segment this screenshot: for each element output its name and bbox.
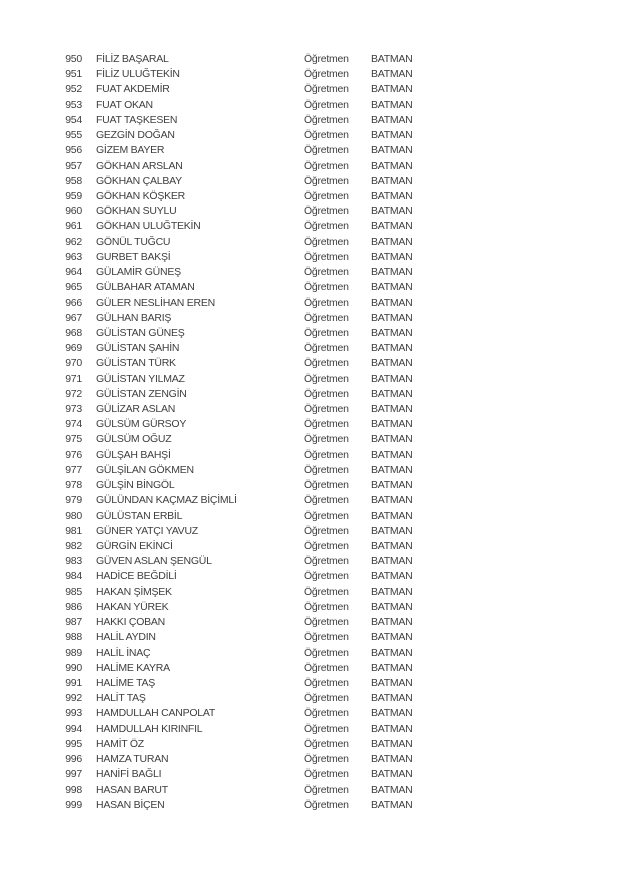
row-province: BATMAN — [371, 311, 413, 324]
row-title: Öğretmen — [304, 585, 349, 598]
row-number: 997 — [65, 768, 82, 781]
row-name: GÖKHAN ARSLAN — [96, 159, 183, 172]
row-number: 953 — [65, 98, 82, 111]
table-row — [0, 280, 620, 295]
row-province: BATMAN — [371, 798, 413, 811]
row-name: GÖKHAN ULUĞTEKİN — [96, 220, 201, 233]
table-row — [0, 52, 620, 67]
table-row — [0, 448, 620, 463]
row-province: BATMAN — [371, 189, 413, 202]
row-province: BATMAN — [371, 479, 413, 492]
row-number: 968 — [65, 326, 82, 339]
table-row — [0, 554, 620, 569]
row-province: BATMAN — [371, 342, 413, 355]
row-number: 990 — [65, 661, 82, 674]
row-name: FİLİZ ULUĞTEKİN — [96, 68, 180, 81]
row-title: Öğretmen — [304, 768, 349, 781]
row-title: Öğretmen — [304, 479, 349, 492]
row-number: 983 — [65, 555, 82, 568]
row-province: BATMAN — [371, 53, 413, 65]
table-row — [0, 326, 620, 341]
row-name: HAMZA TURAN — [96, 753, 169, 766]
row-number: 995 — [65, 737, 82, 750]
table-row — [0, 630, 620, 645]
row-province: BATMAN — [371, 494, 413, 507]
row-number: 989 — [65, 646, 82, 659]
row-title: Öğretmen — [304, 205, 349, 218]
row-title: Öğretmen — [304, 509, 349, 522]
table-row — [0, 539, 620, 554]
row-title: Öğretmen — [304, 646, 349, 659]
row-number: 956 — [65, 144, 82, 157]
table-row — [0, 296, 620, 311]
row-title: Öğretmen — [304, 753, 349, 766]
row-name: FUAT OKAN — [96, 98, 153, 111]
row-number: 982 — [65, 540, 82, 552]
row-title: Öğretmen — [304, 296, 349, 309]
table-row — [0, 767, 620, 782]
table-row — [0, 676, 620, 691]
table-row — [0, 311, 620, 326]
row-number: 951 — [65, 68, 82, 81]
row-province: BATMAN — [371, 524, 413, 537]
table-row — [0, 752, 620, 767]
table-row — [0, 159, 620, 174]
row-province: BATMAN — [371, 113, 413, 126]
row-province: BATMAN — [371, 372, 413, 385]
row-title: Öğretmen — [304, 235, 349, 248]
row-title: Öğretmen — [304, 129, 349, 142]
row-number: 979 — [65, 494, 82, 507]
row-title: Öğretmen — [304, 433, 349, 446]
row-name: GÜLSÜM OĞUZ — [96, 433, 172, 446]
table-row — [0, 189, 620, 204]
table-row — [0, 113, 620, 128]
row-name: HADİCE BEĞDİLİ — [96, 570, 177, 583]
row-name: GÜLŞİLAN GÖKMEN — [96, 463, 194, 476]
row-name: HAKAN ŞİMŞEK — [96, 585, 172, 598]
table-row — [0, 98, 620, 113]
row-province: BATMAN — [371, 570, 413, 583]
row-province: BATMAN — [371, 220, 413, 233]
row-province: BATMAN — [371, 83, 413, 96]
row-name: GÜLİSTAN ZENGİN — [96, 387, 187, 400]
row-province: BATMAN — [371, 418, 413, 431]
row-title: Öğretmen — [304, 250, 349, 263]
row-title: Öğretmen — [304, 83, 349, 96]
row-name: GÖNÜL TUĞCU — [96, 235, 171, 248]
row-title: Öğretmen — [304, 737, 349, 750]
row-number: 962 — [65, 235, 82, 248]
row-province: BATMAN — [371, 387, 413, 400]
row-name: FUAT AKDEMİR — [96, 83, 170, 96]
row-number: 975 — [65, 433, 82, 446]
row-title: Öğretmen — [304, 357, 349, 370]
table-row — [0, 82, 620, 97]
row-name: GÜLBAHAR ATAMAN — [96, 281, 195, 294]
row-title: Öğretmen — [304, 387, 349, 400]
row-number: 955 — [65, 129, 82, 142]
row-name: GÖKHAN SUYLU — [96, 205, 177, 218]
row-name: GÜLİSTAN TÜRK — [96, 357, 176, 370]
row-number: 965 — [65, 281, 82, 294]
table-row — [0, 600, 620, 615]
row-number: 952 — [65, 83, 82, 96]
table-row — [0, 67, 620, 82]
row-name: GÜLÜSTAN ERBİL — [96, 509, 183, 522]
row-name: GÖKHAN KÖŞKER — [96, 189, 185, 202]
table-row — [0, 615, 620, 630]
row-province: BATMAN — [371, 768, 413, 781]
row-name: GÜLİSTAN YILMAZ — [96, 372, 185, 385]
row-province: BATMAN — [371, 235, 413, 248]
row-number: 973 — [65, 403, 82, 416]
table-row — [0, 204, 620, 219]
row-province: BATMAN — [371, 646, 413, 659]
row-number: 985 — [65, 585, 82, 598]
row-title: Öğretmen — [304, 98, 349, 111]
row-province: BATMAN — [371, 159, 413, 172]
row-title: Öğretmen — [304, 159, 349, 172]
row-name: HAMDULLAH KIRINFIL — [96, 722, 203, 735]
row-title: Öğretmen — [304, 540, 349, 552]
row-name: FİLİZ BAŞARAL — [96, 53, 169, 65]
table-row — [0, 524, 620, 539]
row-name: GÜRGİN EKİNCİ — [96, 540, 173, 552]
row-number: 961 — [65, 220, 82, 233]
row-name: HALİL İNAÇ — [96, 646, 151, 659]
table-row — [0, 661, 620, 676]
row-number: 974 — [65, 418, 82, 431]
row-name: GEZGİN DOĞAN — [96, 129, 175, 142]
row-province: BATMAN — [371, 555, 413, 568]
row-title: Öğretmen — [304, 798, 349, 811]
row-title: Öğretmen — [304, 372, 349, 385]
row-number: 984 — [65, 570, 82, 583]
row-number: 959 — [65, 189, 82, 202]
row-number: 993 — [65, 707, 82, 720]
row-name: GÜLSÜM GÜRSOY — [96, 418, 187, 431]
table-row — [0, 219, 620, 234]
row-title: Öğretmen — [304, 494, 349, 507]
row-number: 987 — [65, 616, 82, 629]
row-title: Öğretmen — [304, 418, 349, 431]
row-name: GÜLHAN BARIŞ — [96, 311, 172, 324]
row-number: 967 — [65, 311, 82, 324]
row-name: GÜLER NESLİHAN EREN — [96, 296, 215, 309]
row-number: 960 — [65, 205, 82, 218]
row-name: HASAN BİÇEN — [96, 798, 165, 811]
row-name: HAMİT ÖZ — [96, 737, 144, 750]
row-province: BATMAN — [371, 540, 413, 552]
row-number: 986 — [65, 600, 82, 613]
row-name: GURBET BAKŞİ — [96, 250, 171, 263]
row-number: 994 — [65, 722, 82, 735]
table-row — [0, 722, 620, 737]
row-title: Öğretmen — [304, 174, 349, 187]
row-name: GÜLAMİR GÜNEŞ — [96, 266, 181, 279]
row-number: 992 — [65, 692, 82, 705]
row-province: BATMAN — [371, 600, 413, 613]
row-name: HALİME KAYRA — [96, 661, 170, 674]
row-number: 954 — [65, 113, 82, 126]
table-row — [0, 417, 620, 432]
row-province: BATMAN — [371, 737, 413, 750]
row-title: Öğretmen — [304, 53, 349, 65]
row-province: BATMAN — [371, 266, 413, 279]
row-province: BATMAN — [371, 144, 413, 157]
row-title: Öğretmen — [304, 68, 349, 81]
row-name: GÜLİSTAN GÜNEŞ — [96, 326, 185, 339]
row-title: Öğretmen — [304, 692, 349, 705]
row-title: Öğretmen — [304, 463, 349, 476]
table-row — [0, 646, 620, 661]
row-province: BATMAN — [371, 631, 413, 644]
table-row — [0, 250, 620, 265]
row-title: Öğretmen — [304, 189, 349, 202]
row-name: HANİFİ BAĞLI — [96, 768, 162, 781]
table-row — [0, 493, 620, 508]
row-title: Öğretmen — [304, 281, 349, 294]
row-name: GÖKHAN ÇALBAY — [96, 174, 182, 187]
row-number: 998 — [65, 783, 82, 796]
row-number: 976 — [65, 448, 82, 461]
table-row — [0, 691, 620, 706]
row-province: BATMAN — [371, 616, 413, 629]
table-row — [0, 569, 620, 584]
table-row — [0, 798, 620, 813]
row-name: HAKKI ÇOBAN — [96, 616, 166, 629]
table-row — [0, 387, 620, 402]
table-row — [0, 341, 620, 356]
table-row — [0, 509, 620, 524]
row-title: Öğretmen — [304, 403, 349, 416]
row-province: BATMAN — [371, 296, 413, 309]
row-number: 988 — [65, 631, 82, 644]
row-name: HALİT TAŞ — [96, 692, 146, 705]
teacher-list — [0, 52, 620, 813]
row-title: Öğretmen — [304, 722, 349, 735]
row-province: BATMAN — [371, 174, 413, 187]
row-title: Öğretmen — [304, 555, 349, 568]
row-name: GÜLÜNDAN KAÇMAZ BİÇİMLİ — [96, 494, 237, 507]
row-title: Öğretmen — [304, 570, 349, 583]
row-number: 970 — [65, 357, 82, 370]
row-number: 981 — [65, 524, 82, 537]
row-province: BATMAN — [371, 585, 413, 598]
row-number: 969 — [65, 342, 82, 355]
row-number: 996 — [65, 753, 82, 766]
row-title: Öğretmen — [304, 676, 349, 689]
row-name: HALİME TAŞ — [96, 676, 155, 689]
row-number: 972 — [65, 387, 82, 400]
row-number: 966 — [65, 296, 82, 309]
table-row — [0, 174, 620, 189]
table-row — [0, 737, 620, 752]
row-name: FUAT TAŞKESEN — [96, 113, 178, 126]
row-number: 977 — [65, 463, 82, 476]
row-province: BATMAN — [371, 433, 413, 446]
row-number: 957 — [65, 159, 82, 172]
row-name: HASAN BARUT — [96, 783, 168, 796]
table-row — [0, 585, 620, 600]
row-title: Öğretmen — [304, 707, 349, 720]
row-province: BATMAN — [371, 509, 413, 522]
row-name: HAKAN YÜREK — [96, 600, 169, 613]
row-number: 950 — [65, 53, 82, 65]
row-title: Öğretmen — [304, 220, 349, 233]
table-row — [0, 463, 620, 478]
row-name: GÜLİSTAN ŞAHİN — [96, 342, 180, 355]
row-province: BATMAN — [371, 783, 413, 796]
row-title: Öğretmen — [304, 661, 349, 674]
row-number: 971 — [65, 372, 82, 385]
row-name: HALİL AYDIN — [96, 631, 156, 644]
row-province: BATMAN — [371, 403, 413, 416]
table-row — [0, 128, 620, 143]
table-row — [0, 783, 620, 798]
row-title: Öğretmen — [304, 326, 349, 339]
row-number: 958 — [65, 174, 82, 187]
row-province: BATMAN — [371, 753, 413, 766]
table-row — [0, 265, 620, 280]
row-province: BATMAN — [371, 722, 413, 735]
row-title: Öğretmen — [304, 311, 349, 324]
row-name: GÜLŞİN BİNGÖL — [96, 479, 175, 492]
row-province: BATMAN — [371, 707, 413, 720]
row-number: 963 — [65, 250, 82, 263]
table-row — [0, 432, 620, 447]
row-province: BATMAN — [371, 676, 413, 689]
row-province: BATMAN — [371, 661, 413, 674]
row-province: BATMAN — [371, 205, 413, 218]
row-number: 964 — [65, 266, 82, 279]
row-province: BATMAN — [371, 68, 413, 81]
table-row — [0, 143, 620, 158]
row-title: Öğretmen — [304, 631, 349, 644]
row-number: 980 — [65, 509, 82, 522]
table-row — [0, 402, 620, 417]
row-province: BATMAN — [371, 448, 413, 461]
row-title: Öğretmen — [304, 783, 349, 796]
row-name: GÜVEN ASLAN ŞENGÜL — [96, 555, 212, 568]
table-row — [0, 478, 620, 493]
row-title: Öğretmen — [304, 266, 349, 279]
row-name: HAMDULLAH CANPOLAT — [96, 707, 215, 720]
row-number: 999 — [65, 798, 82, 811]
row-title: Öğretmen — [304, 342, 349, 355]
row-name: GİZEM BAYER — [96, 144, 165, 157]
row-province: BATMAN — [371, 129, 413, 142]
table-row — [0, 235, 620, 250]
row-province: BATMAN — [371, 250, 413, 263]
row-name: GÜLİZAR ASLAN — [96, 403, 176, 416]
row-title: Öğretmen — [304, 616, 349, 629]
row-province: BATMAN — [371, 692, 413, 705]
row-number: 978 — [65, 479, 82, 492]
table-row — [0, 356, 620, 371]
table-row — [0, 706, 620, 721]
table-row — [0, 372, 620, 387]
row-province: BATMAN — [371, 98, 413, 111]
row-title: Öğretmen — [304, 600, 349, 613]
row-province: BATMAN — [371, 357, 413, 370]
row-province: BATMAN — [371, 463, 413, 476]
row-name: GÜNER YATÇI YAVUZ — [96, 524, 198, 537]
row-title: Öğretmen — [304, 113, 349, 126]
row-province: BATMAN — [371, 281, 413, 294]
row-number: 991 — [65, 676, 82, 689]
row-title: Öğretmen — [304, 144, 349, 157]
row-name: GÜLŞAH BAHŞİ — [96, 448, 171, 461]
row-title: Öğretmen — [304, 448, 349, 461]
row-province: BATMAN — [371, 326, 413, 339]
row-title: Öğretmen — [304, 524, 349, 537]
